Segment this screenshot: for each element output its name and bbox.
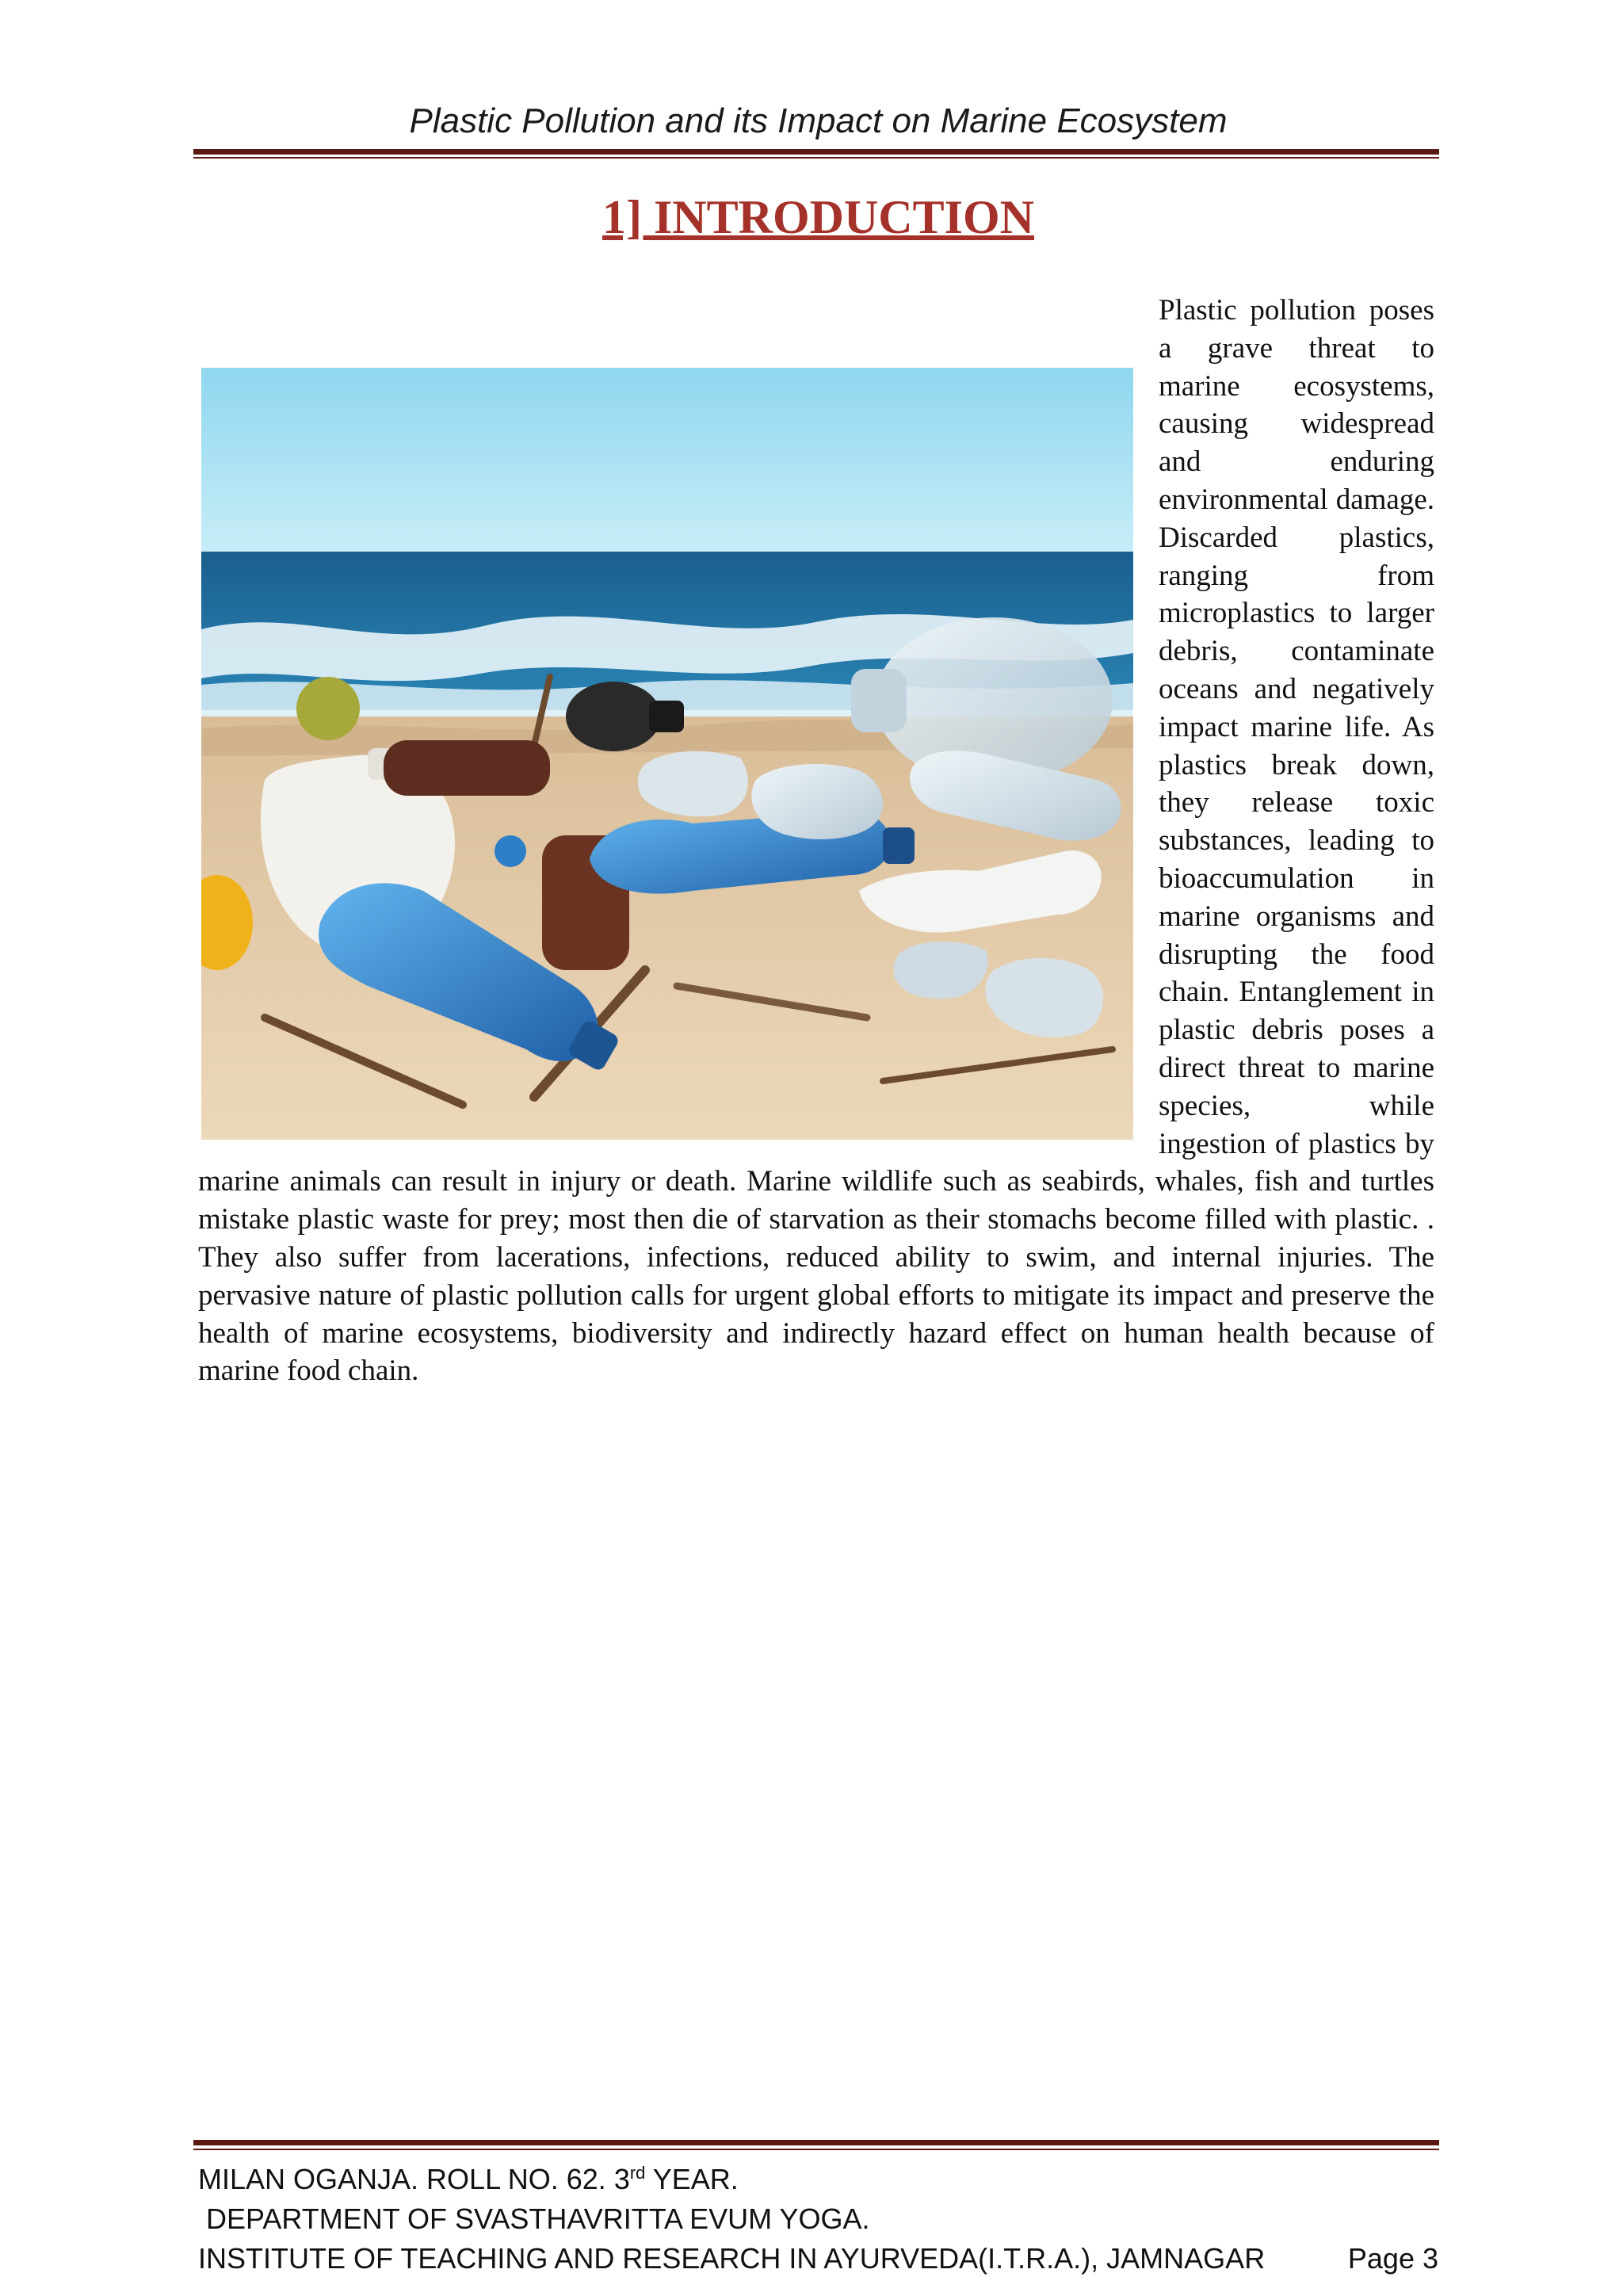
- footer-year-text: YEAR.: [645, 2163, 739, 2195]
- beach-plastic-photo: [201, 368, 1133, 1140]
- footer-author-text: MILAN OGANJA. ROLL NO. 62. 3: [198, 2163, 630, 2195]
- footer-author-line: [198, 2162, 739, 2197]
- page-footer: [198, 2162, 1438, 2289]
- footer-institute-line: INSTITUTE OF TEACHING AND RESEARCH IN AYURVEDA(I.T.R.A.), JAMNAGAR: [198, 2242, 1266, 2275]
- page-number: Page 3: [1347, 2242, 1438, 2275]
- header-rule-thick: [193, 149, 1439, 155]
- beach-plastic-illustration: [201, 368, 1133, 1140]
- body-text: [198, 292, 1434, 1390]
- footer-rule-thin: [193, 2149, 1439, 2150]
- running-header: Plastic Pollution and its Impact on Marine Ecosystem: [409, 101, 1228, 140]
- footer-ordinal-suffix: rd: [629, 2163, 646, 2183]
- section-heading: 1] INTRODUCTION: [601, 191, 1035, 243]
- header-rule-thin: [193, 157, 1439, 159]
- footer-department-line: DEPARTMENT OF SVASTHAVRITTA EVUM YOGA.: [198, 2202, 870, 2235]
- footer-rule-thick: [193, 2140, 1439, 2145]
- intro-paragraph: Plastic pollution poses a grave threat to marine ecosystems, causing widespread and enduring environmental damage. Discarded plastics, ranging from microplastics to larger debris, contaminate oceans and negatively impact marine life. As plastics break down, they release toxic substances, leading to bioaccumulation in marine organisms and disrupting the food chain. Entanglement in plastic debris poses a direct threat to marine species, while ingestion of plastics by marine animals can result in injury or death. Marine wildlife such as seabirds, whales, fish and turtles mistake plastic waste for prey; most then die of starvation as their stomachs become filled with plastic. . They also suffer from lacerations, infections, reduced ability to swim, and internal injuries. The pervasive nature of plastic pollution calls for urgent global efforts to mitigate its impact and preserve the health of marine ecosystems, biodiversity and indirectly hazard effect on human health because of marine food chain.: [198, 294, 1434, 1388]
